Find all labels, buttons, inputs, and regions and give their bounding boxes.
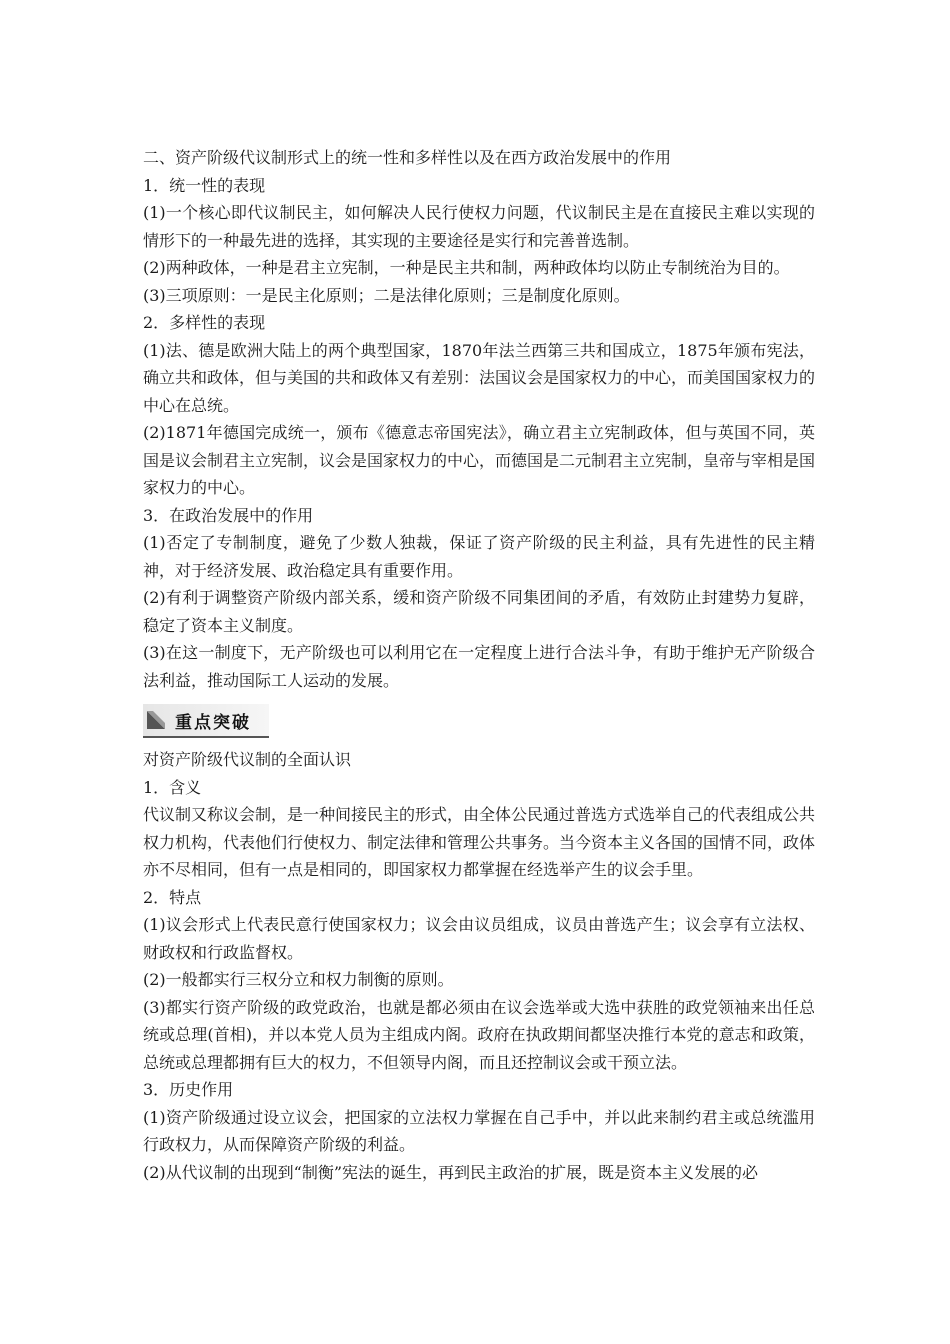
focus-heading-bar — [143, 704, 269, 738]
paragraph: (2)有利于调整资产阶级内部关系，缓和资产阶级不同集团间的矛盾，有效防止封建势力复辟，稳定了资本主义制度。 — [143, 588, 815, 635]
subheading-diversity: 2．多样性的表现 — [143, 313, 266, 332]
document-body — [143, 144, 815, 1186]
subheading-historical-role: 3．历史作用 — [143, 1080, 234, 1099]
subheading-features: 2．特点 — [143, 887, 202, 907]
paragraph: (1)否定了专制制度，避免了少数人独裁，保证了资产阶级的民主利益，具有先进性的民主精神，对于经济发展、政治稳定具有重要作用。 — [143, 533, 815, 580]
paragraph: (1)议会形式上代表民意行使国家权力；议会由议员组成，议员由普选产生；议会享有立法权、财政权和行政监督权。 — [143, 915, 815, 962]
paragraph: (2)两种政体，一种是君主立宪制，一种是民主共和制，两种政体均以防止专制统治为目的。 — [143, 258, 790, 277]
subheading-unity: 1．统一性的表现 — [143, 175, 266, 195]
paragraph: (3)在这一制度下，无产阶级也可以利用它在一定程度上进行合法斗争，有助于维护无产阶级合法利益，推动国际工人运动的发展。 — [143, 643, 815, 690]
subheading-meaning: 1．含义 — [143, 777, 202, 797]
paragraph: (2)从代议制的出现到“制衡”宪法的诞生，再到民主政治的扩展，既是资本主义发展的必 — [143, 1162, 759, 1182]
paragraph: (2)1871年德国完成统一，颁布《德意志帝国宪法》，确立君主立宪制政体，但与英国不同，英国是议会制君主立宪制，议会是国家权力的中心，而德国是二元制君主立宪制，皇帝与宰相是国家权力的中心。 — [143, 423, 816, 497]
subheading-role: 3．在政治发展中的作用 — [143, 505, 314, 525]
corner-arrow-icon — [145, 709, 167, 731]
paragraph: (3)都实行资产阶级的政党政治，也就是都必须由在议会选举或大选中获胜的政党领袖来出任总统或总理(首相)，并以本党人员为主组成内阁。政府在执政期间都坚决推行本党的意志和政策，总统或总理都拥有巨大的权力，不但领导内阁，而且还控制议会或干预立法。 — [143, 997, 815, 1072]
focus-subtitle: 对资产阶级代议制的全面认识 — [143, 750, 352, 769]
paragraph: 代议制又称议会制，是一种间接民主的形式，由全体公民通过普选方式选举自己的代表组成公共权力机构，代表他们行使权力、制定法律和管理公共事务。当今资本主义各国的国情不同，政体亦不尽相同，但有一点是相同的，即国家权力都掌握在经选举产生的议会手里。 — [143, 805, 816, 879]
paragraph: (1)一个核心即代议制民主，如何解决人民行使权力问题，代议制民主是在直接民主难以实现的情形下的一种最先进的选择，其实现的主要途径是实行和完善普选制。 — [143, 203, 815, 250]
paragraph: (3)三项原则：一是民主化原则；二是法律化原则；三是制度化原则。 — [143, 285, 630, 305]
paragraph: (1)法、德是欧洲大陆上的两个典型国家，1870年法兰西第三共和国成立，1875年颁布宪法，确立共和政体，但与美国的共和政体又有差别：法国议会是国家权力的中心，而美国国家权力的中心在总统。 — [143, 340, 816, 415]
focus-heading-label: 重点突破 — [175, 712, 251, 733]
paragraph: (1)资产阶级通过设立议会，把国家的立法权力掌握在自己手中，并以此来制约君主或总统滥用行政权力，从而保障资产阶级的利益。 — [143, 1107, 815, 1154]
section-title: 二、资产阶级代议制形式上的统一性和多样性以及在西方政治发展中的作用 — [143, 148, 672, 167]
paragraph: (2)一般都实行三权分立和权力制衡的原则。 — [143, 970, 454, 989]
